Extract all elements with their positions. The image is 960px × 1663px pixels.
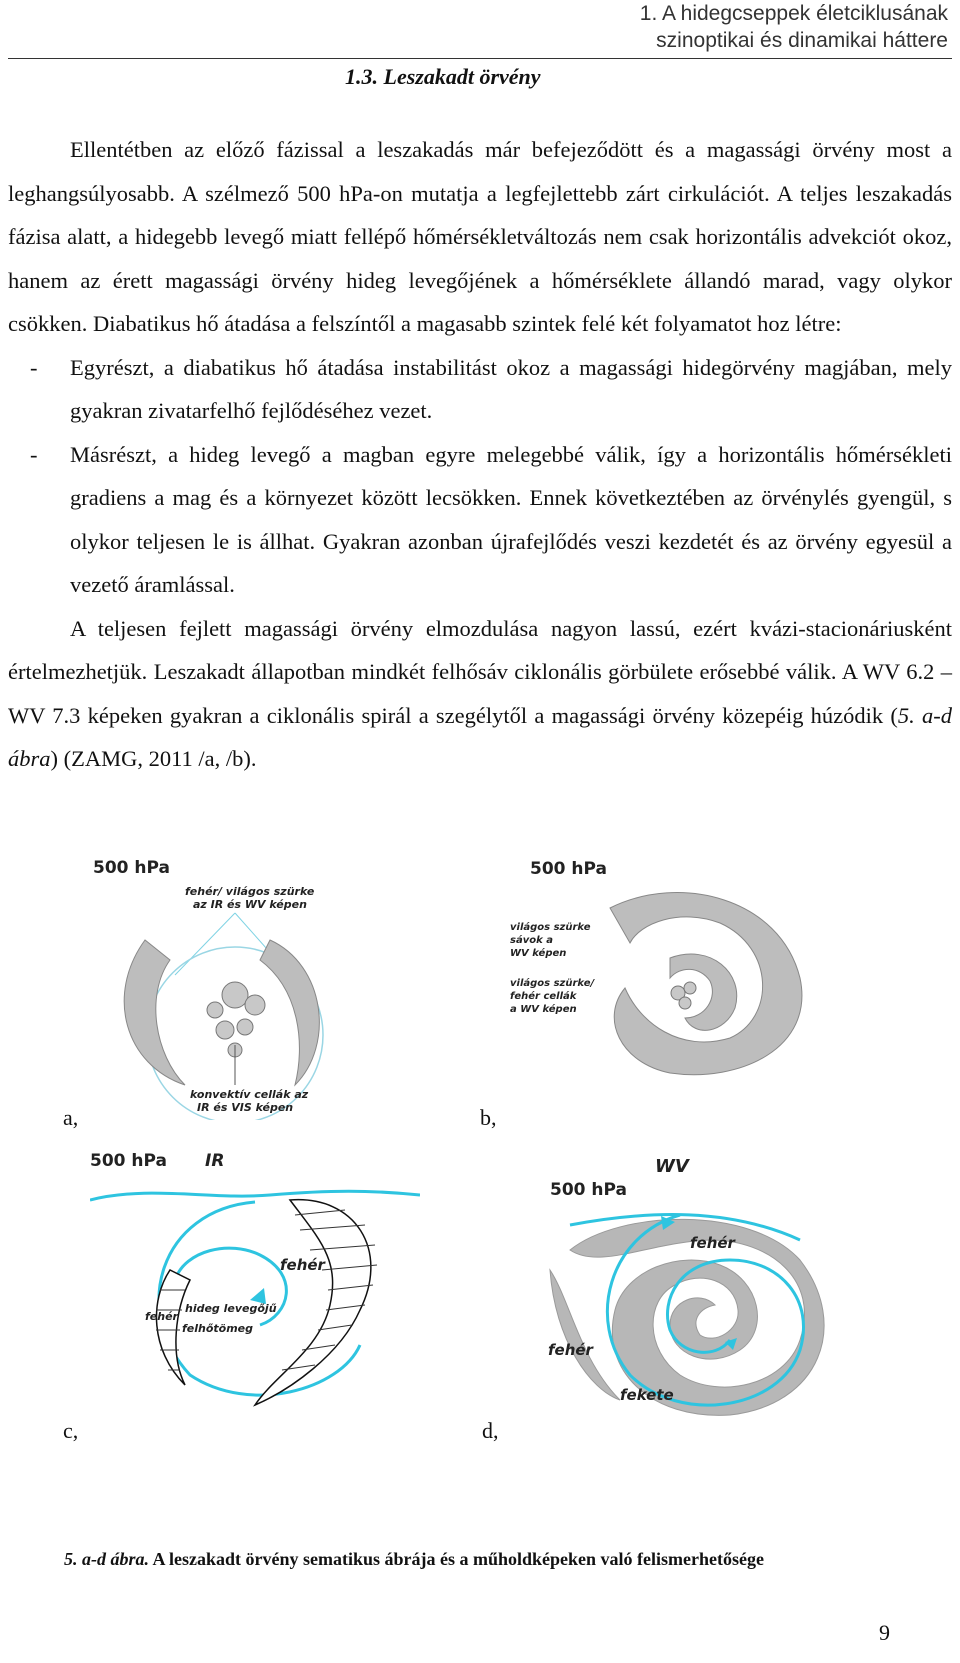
bullet-item-2 bbox=[8, 433, 952, 607]
figure-c-white: fehér bbox=[280, 1256, 325, 1274]
figure-a-diagram bbox=[85, 845, 405, 1120]
figure-a-note3: konvektív cellák az bbox=[190, 1088, 309, 1101]
figure-c-diagram bbox=[90, 1140, 420, 1415]
bullet-item-1 bbox=[8, 346, 952, 433]
header-rule bbox=[8, 58, 952, 59]
figure-a-note1: fehér/ világos szürke bbox=[185, 885, 315, 898]
figure-c-note2: felhőtömeg bbox=[182, 1322, 254, 1335]
running-header-line1: 1. A hidegcseppek életciklusának bbox=[639, 2, 948, 25]
bullet-dash: - bbox=[30, 441, 38, 467]
figure-b-note2: sávok a bbox=[510, 935, 553, 946]
running-header-line2: szinoptikai és dinamikai háttere bbox=[656, 29, 948, 52]
paragraph-2-text: A teljesen fejlett magassági örvény elmozdulása nagyon lassú, ezért kvázi-stacionáriusként értelmezhetjük. Leszakadt állapotban mindkét felhősáv ciklonális görbülete erősebbé válik. A WV 6.2 – WV 7.3 képeken gyakran a ciklonális spirál a szegélytől a magassági örvény közepéig húzódik ( bbox=[8, 615, 952, 728]
figure-b-note1: világos szürke bbox=[510, 922, 591, 933]
page-number: 9 bbox=[879, 1620, 890, 1645]
bullet-text: Másrészt, a hideg levegő a magban egyre melegebbé válik, így a horizontális hőmérsékleti gradiens a mag és a környezet között lecsökken. Ennek következtében az örvénylés gyengül, s olykor teljesen le is állhat. Gyakran azonban újrafejlődés veszi kezdetét és az örvény egyesül a vezető áramlással. bbox=[70, 441, 952, 597]
figure-b-label: b, bbox=[480, 1105, 497, 1130]
figure-c-channel: IR bbox=[205, 1151, 225, 1171]
figure-a-note2: az IR és WV képen bbox=[193, 898, 307, 911]
bullet-dash: - bbox=[30, 354, 38, 380]
figure-d-white2: fehér bbox=[548, 1341, 593, 1359]
figure-caption-prefix: 5. a-d ábra. bbox=[64, 1549, 149, 1569]
running-header bbox=[640, 0, 948, 54]
figure-d-label: d, bbox=[482, 1418, 499, 1443]
figure-b-level: 500 hPa bbox=[530, 859, 607, 879]
figure-reference: 5. a-d ábra bbox=[8, 702, 952, 771]
figure-c-note1: hideg levegőjű bbox=[185, 1302, 277, 1315]
figure-b-note3: WV képen bbox=[510, 948, 567, 959]
figure-a-note4: IR és VIS képen bbox=[197, 1101, 294, 1114]
figure-a-level: 500 hPa bbox=[93, 858, 170, 878]
figure-caption-text: A leszakadt örvény sematikus ábrája és a műholdképeken való felismerhetősége bbox=[149, 1549, 764, 1569]
figure-c-label: c, bbox=[63, 1418, 79, 1443]
figure-c-white2: fehér bbox=[145, 1310, 178, 1323]
paragraph-1: Ellentétben az előző fázissal a leszakadás már befejeződött és a magassági örvény most a leghangsúlyosabb. A szélmező 500 hPa-on mutatja a legfejlettebb zárt cirkulációt. A teljes leszakadás fázisa alatt, a hidegebb levegő miatt fellépő hőmérsékletváltozás nem csak horizontális advekciót okoz, hanem az érett magassági örvény hideg levegőjének a hőmérséklete állandó marad, vagy olykor csökken. Diabatikus hő átadása a felszíntől a magasabb szintek felé két folyamatot hoz létre: bbox=[8, 137, 952, 336]
figure-d-level: 500 hPa bbox=[550, 1180, 627, 1200]
figure-d-channel: WV bbox=[655, 1156, 689, 1177]
figure-b-note5: fehér cellák bbox=[510, 991, 577, 1002]
figure-d-diagram bbox=[530, 1150, 860, 1430]
figure-b-note6: a WV képen bbox=[510, 1004, 577, 1015]
figure-d-black: fekete bbox=[620, 1386, 674, 1404]
paragraph-2 bbox=[8, 607, 952, 781]
figure-c-level: 500 hPa bbox=[90, 1151, 167, 1171]
bullet-text: Egyrészt, a diabatikus hő átadása instabilitást okoz a magassági hidegörvény magjában, mely gyakran zivatarfelhő fejlődéséhez vezet. bbox=[70, 354, 952, 423]
paragraph-2-tail: ) (ZAMG, 2011 /a, /b). bbox=[50, 746, 257, 771]
body-text bbox=[8, 128, 952, 781]
figure-caption bbox=[64, 1549, 764, 1570]
figure-b-diagram bbox=[500, 848, 830, 1093]
figure-b-note4: világos szürke/ bbox=[510, 978, 595, 989]
figure-d-white1: fehér bbox=[690, 1234, 735, 1252]
figure-a-label: a, bbox=[63, 1105, 79, 1130]
section-title: 1.3. Leszakadt örvény bbox=[345, 64, 541, 89]
